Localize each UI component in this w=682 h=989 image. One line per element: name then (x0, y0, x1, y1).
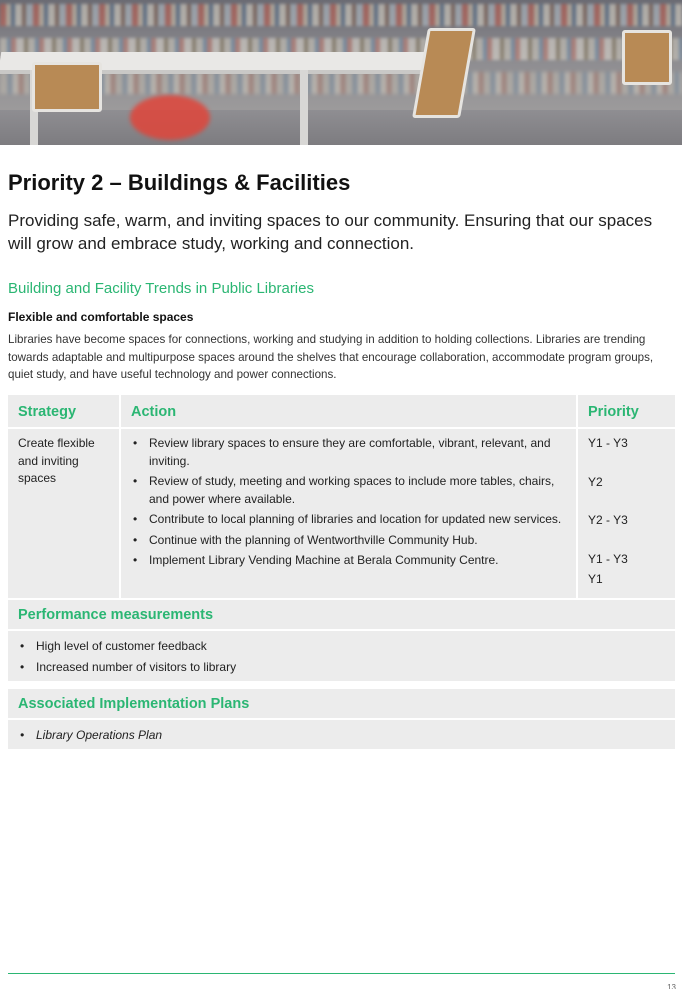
body-paragraph: Libraries have become spaces for connections, working and studying in addition to holding collections. Libraries are trending towards adaptable and multipurpose spaces around the shelves that encourage collaboration, accommodate program groups, quiet study, and have useful technology and power connections. (8, 333, 654, 381)
list-item: • Increased number of visitors to library (18, 657, 665, 678)
action-item: • Review library spaces to ensure they are comfortable, vibrant, relevant, and inviting. (131, 435, 566, 470)
header-priority: Priority (577, 395, 675, 428)
performance-measurements-box (8, 600, 675, 681)
action-item: • Review of study, meeting and working spaces to include more tables, chairs, and power where available. (131, 473, 566, 508)
header-action: Action (120, 395, 577, 428)
priority-cell (577, 428, 675, 598)
priority-list (588, 435, 665, 589)
performance-list (8, 631, 675, 681)
priority-item: Y1 - Y3 (588, 436, 628, 450)
table-leg (300, 70, 308, 145)
header-strategy: Strategy (8, 395, 120, 428)
action-item: • Continue with the planning of Wentworthville Community Hub. (131, 532, 566, 550)
action-item: • Contribute to local planning of libraries and location for updated new services. (131, 511, 566, 529)
chair (622, 30, 672, 85)
floor (0, 110, 682, 145)
table-header-row (8, 395, 675, 428)
action-list (131, 435, 566, 570)
priority-item: Y2 (588, 474, 603, 489)
list-item: • High level of customer feedback (18, 636, 665, 657)
header-photo (0, 0, 682, 145)
bookshelf-row (0, 72, 682, 94)
intro-text: Providing safe, warm, and inviting spaces to our community. Ensuring that our spaces will grow and embrace study, working and connection. (8, 211, 653, 253)
list-item: • Library Operations Plan (18, 725, 665, 746)
priority-item: Y1 (588, 572, 603, 586)
action-item: • Implement Library Vending Machine at Berala Community Centre. (131, 552, 566, 570)
page-number: 13 (667, 983, 676, 989)
section-heading: Building and Facility Trends in Public Libraries (8, 280, 314, 297)
page-title: Priority 2 – Buildings & Facilities (8, 170, 351, 195)
implementation-plans-box (8, 689, 675, 749)
strategy-table (8, 395, 675, 598)
chair (32, 62, 102, 112)
plans-list (8, 720, 675, 749)
strategy-cell: Create flexible and inviting spaces (8, 428, 120, 598)
table-row (8, 428, 675, 598)
bookshelf-row (0, 4, 682, 26)
subheading: Flexible and comfortable spaces (8, 310, 194, 324)
action-cell (120, 428, 577, 598)
priority-item: Y2 - Y3 (588, 513, 628, 527)
performance-heading: Performance measurements (8, 600, 675, 631)
footer-divider (8, 973, 675, 974)
red-chair (130, 95, 210, 140)
priority-item: Y1 - Y3 (588, 551, 628, 566)
plans-heading: Associated Implementation Plans (8, 689, 675, 720)
